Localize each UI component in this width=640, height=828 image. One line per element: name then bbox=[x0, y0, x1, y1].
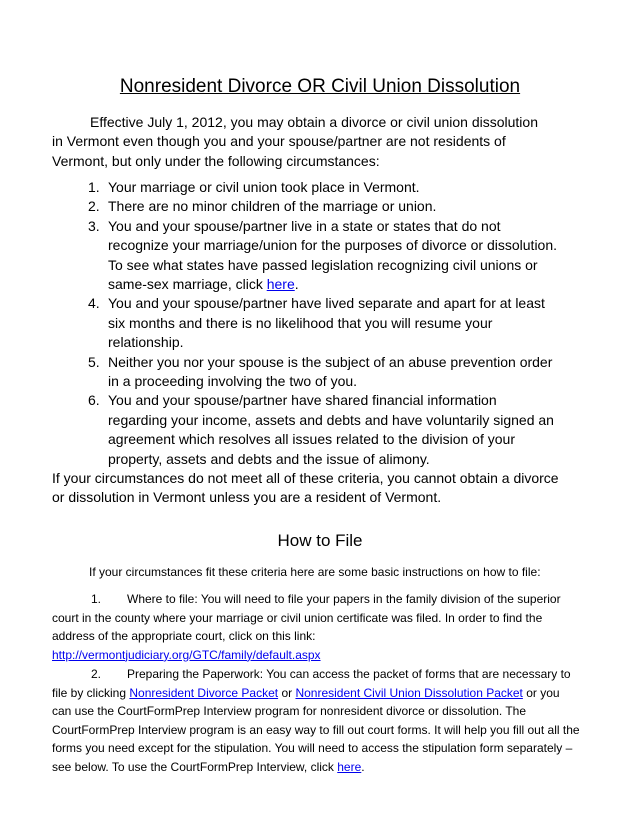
page-title: Nonresident Divorce OR Civil Union Dissolution bbox=[119, 76, 521, 97]
list-item bbox=[88, 294, 558, 352]
list-text: You and your spouse/partner have lived separate and apart for at least six months and there is no likelihood that you will resume your relationship. bbox=[108, 295, 545, 351]
list-item bbox=[88, 353, 558, 392]
list-text: You and your spouse/partner have shared financial information regarding your income, assets and debts and have voluntarily signed an agreement which resolves all issues related to the division of your property, assets and debts and the issue of alimony. bbox=[108, 392, 554, 467]
list-number: 6. bbox=[88, 392, 100, 409]
intro-paragraph bbox=[52, 113, 552, 171]
list-number: 1. bbox=[88, 179, 100, 195]
how-to-file-intro: If your circumstances fit these criteria here are some basic instructions on how to file: bbox=[89, 565, 541, 579]
states-legislation-link[interactable]: here bbox=[266, 276, 295, 293]
step-label: Preparing the Paperwork: bbox=[127, 667, 264, 681]
step-text-end: . bbox=[361, 759, 365, 774]
step-where-to-file bbox=[52, 590, 580, 664]
list-item bbox=[88, 178, 558, 197]
list-text: You and your spouse/partner live in a state or states that do not recognize your marriage/union for the purposes of divorce or dissolution. To see what states have passed legislation recognizing civil unions or same-sex marriage, click bbox=[108, 217, 558, 293]
step-number: 2. bbox=[91, 667, 102, 681]
nonresident-divorce-packet-link[interactable]: Nonresident Divorce Packet bbox=[129, 685, 279, 700]
list-number: 2. bbox=[88, 198, 100, 215]
list-item bbox=[88, 217, 558, 295]
intro-text: Effective July 1, 2012, you may obtain a divorce or civil union dissolution in Vermont even though you and your spouse/partner are not residents of Vermont, but only under the following circumstances: bbox=[52, 114, 538, 169]
step-number: 1. bbox=[91, 592, 102, 606]
step-text: or bbox=[278, 685, 296, 700]
criteria-list bbox=[88, 178, 558, 469]
civil-union-dissolution-packet-link[interactable]: Nonresident Civil Union Dissolution Packet bbox=[295, 685, 523, 700]
step-text: You can access the packet of forms that are necessary to file by clicking bbox=[52, 667, 571, 700]
warning-paragraph: If your circumstances do not meet all of these criteria, you cannot obtain a divorce or dissolution in Vermont unless you are a resident of Vermont. bbox=[52, 470, 559, 506]
courtformprep-interview-link[interactable]: here bbox=[337, 759, 362, 774]
list-number: 4. bbox=[88, 295, 100, 312]
step-text: You will need to file your papers in the family division of the superior court in the county where your marriage or civil union certificate was filed. In order to find the address of the appropriate court, click on this link: bbox=[52, 592, 561, 644]
step-label: Where to file: bbox=[127, 592, 198, 606]
list-text: Your marriage or civil union took place in Vermont. bbox=[108, 179, 420, 195]
list-text-end: . bbox=[294, 276, 299, 293]
list-number: 3. bbox=[88, 217, 100, 234]
court-address-link[interactable]: http://vermontjudiciary.org/GTC/family/default.aspx bbox=[52, 647, 321, 662]
how-to-file-heading: How to File bbox=[277, 531, 363, 550]
list-item bbox=[88, 197, 558, 216]
list-number: 5. bbox=[88, 353, 100, 370]
step-text: or you can use the CourtFormPrep Interview program for nonresident divorce or dissolution. The CourtFormPrep Interview program is an easy way to fill out court forms. It will help you fill out all the forms you need except for the stipulation. You will need to access the stipulation form separately – see below. To use the CourtFormPrep Interview, click bbox=[52, 685, 580, 774]
list-text: There are no minor children of the marriage or union. bbox=[108, 198, 437, 215]
list-item bbox=[88, 391, 558, 469]
list-text: Neither you nor your spouse is the subject of an abuse prevention order in a proceeding involving the two of you. bbox=[108, 353, 553, 390]
step-preparing-paperwork bbox=[52, 665, 580, 777]
